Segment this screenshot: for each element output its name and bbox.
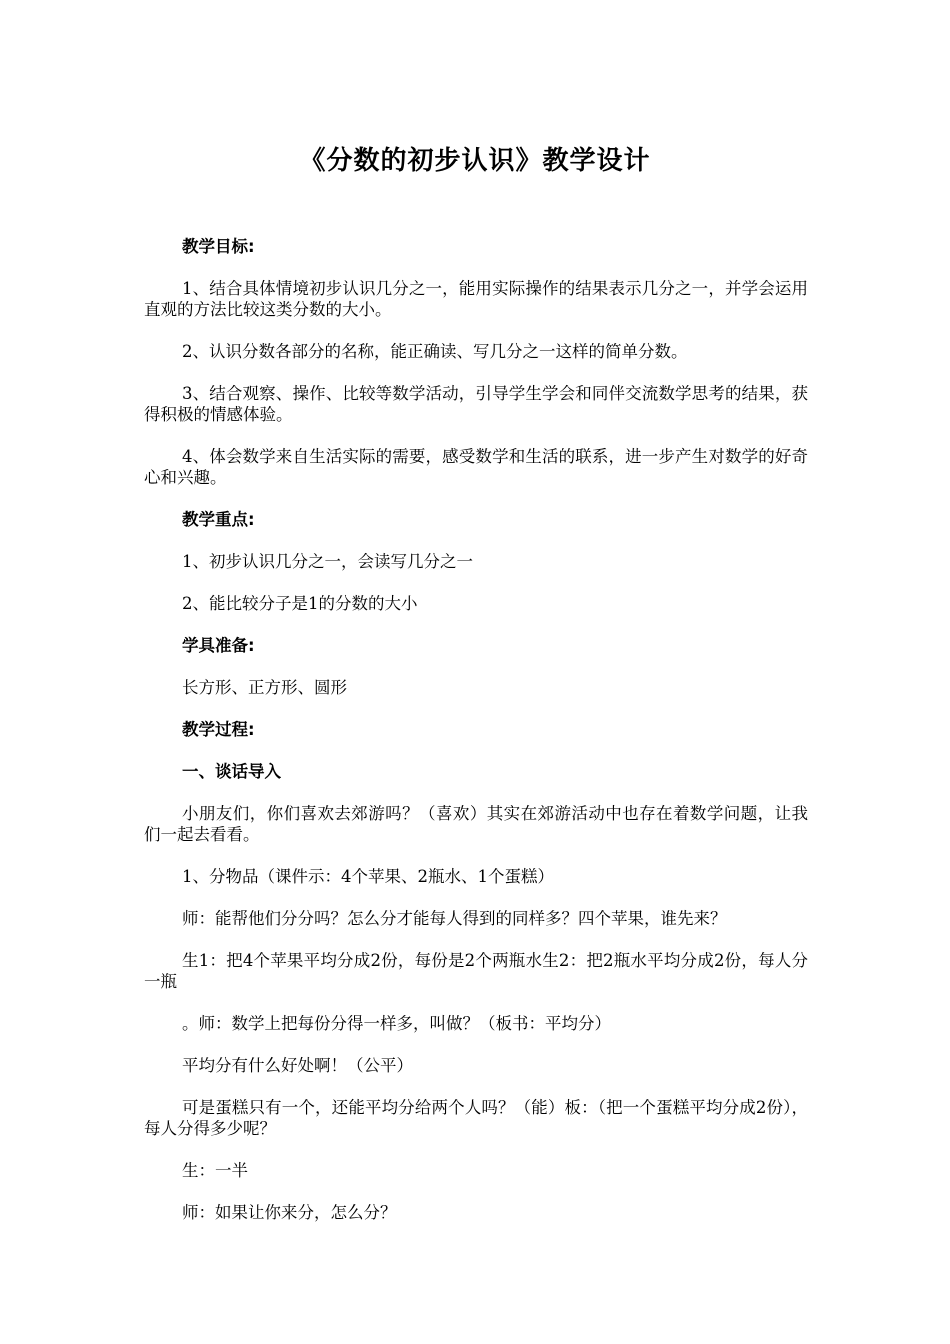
objective-item: 2、认识分数各部分的名称，能正确读、写几分之一这样的简单分数。 [182, 342, 688, 361]
key-point-item: 2、能比较分子是1的分数的大小 [182, 594, 418, 613]
document-body [144, 236, 808, 1244]
objective-item: 4、体会数学来自生活实际的需要，感受数学和生活的联系，进一步产生对数学的好奇心和兴趣。 [144, 447, 808, 487]
process-paragraph: 。师：数学上把每份分得一样多，叫做？（板书：平均分） [182, 1014, 611, 1033]
process-paragraph: 小朋友们，你们喜欢去郊游吗？（喜欢）其实在郊游活动中也存在着数学问题，让我们一起去看看。 [144, 804, 808, 844]
process-paragraph: 师：能帮他们分分吗？怎么分才能每人得到的同样多？四个苹果，谁先来？ [182, 909, 727, 928]
section-heading: 一、谈话导入 [182, 762, 281, 781]
key-points-heading: 教学重点: [182, 510, 255, 529]
process-heading: 教学过程: [182, 720, 255, 739]
materials-heading: 学具准备: [182, 636, 255, 655]
objectives-heading: 教学目标: [182, 237, 255, 256]
process-paragraph: 平均分有什么好处啊！（公平） [182, 1056, 413, 1075]
materials-text: 长方形、正方形、圆形 [182, 678, 347, 697]
process-paragraph: 生1：把4个苹果平均分成2份，每份是2个两瓶水生2：把2瓶水平均分成2份，每人分一瓶 [144, 951, 808, 991]
objective-item: 3、结合观察、操作、比较等数学活动，引导学生学会和同伴交流数学思考的结果，获得积极的情感体验。 [144, 384, 808, 424]
process-paragraph: 生：一半 [182, 1161, 248, 1180]
objective-item: 1、结合具体情境初步认识几分之一，能用实际操作的结果表示几分之一，并学会运用直观的方法比较这类分数的大小。 [144, 279, 808, 319]
process-paragraph: 师：如果让你来分，怎么分？ [182, 1203, 397, 1222]
key-point-item: 1、初步认识几分之一，会读写几分之一 [182, 552, 473, 571]
process-paragraph: 可是蛋糕只有一个，还能平均分给两个人吗？（能）板：（把一个蛋糕平均分成2份），每人分得多少呢？ [144, 1098, 808, 1138]
process-paragraph: 1、分物品（课件示：4个苹果、2瓶水、1个蛋糕） [182, 867, 554, 886]
document-title: 《分数的初步认识》教学设计 [299, 146, 651, 176]
